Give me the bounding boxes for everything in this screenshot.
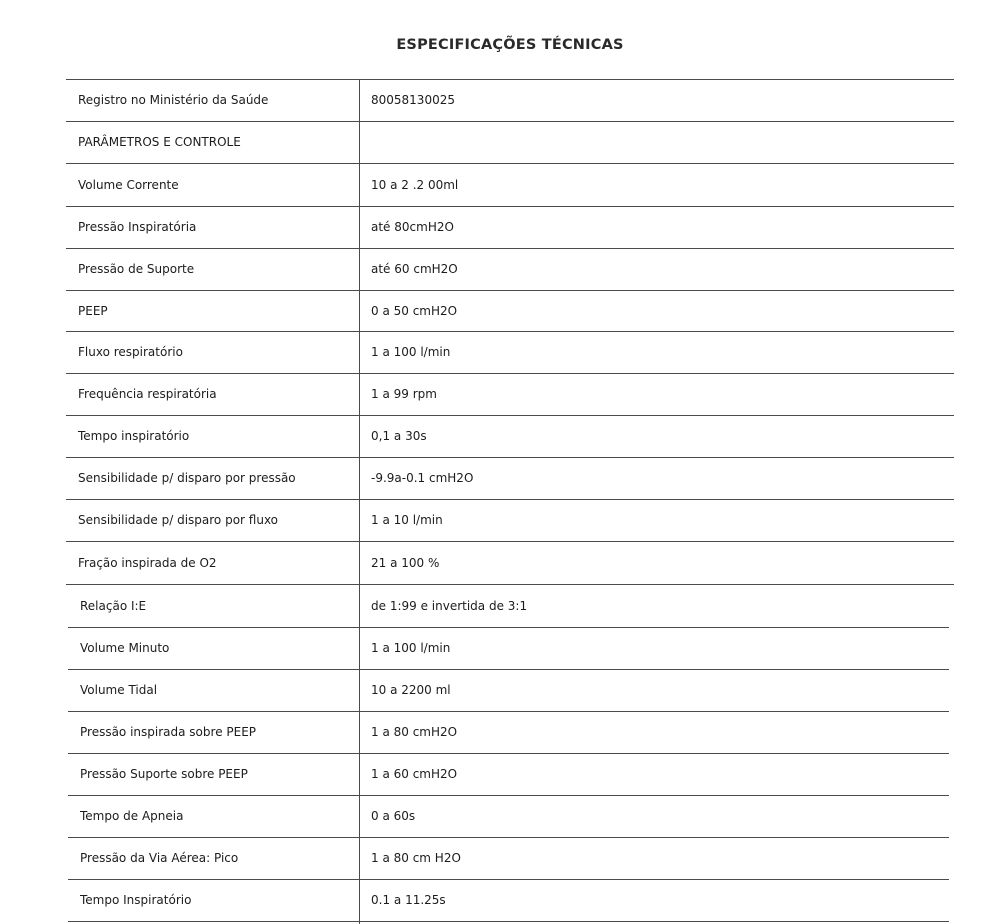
spec-label: Tempo inspiratório xyxy=(78,429,190,443)
spec-value: 1 a 10 l/min xyxy=(371,513,443,527)
spec-value: 0.1 a 11.25s xyxy=(371,893,446,907)
spec-value: 1 a 100 l/min xyxy=(371,641,451,655)
spec-value: 1 a 100 l/min xyxy=(371,345,451,359)
spec-value: 80058130025 xyxy=(371,93,455,107)
spec-value: 0,1 a 30s xyxy=(371,429,427,443)
page-title: ESPECIFICAÇÕES TÉCNICAS xyxy=(396,37,624,53)
spec-label: PEEP xyxy=(78,303,108,318)
spec-value: 1 a 60 cmH2O xyxy=(371,767,458,781)
table-row xyxy=(0,373,999,415)
spec-label: Tempo de Apneia xyxy=(80,809,184,823)
spec-label: Pressão da Via Aérea: Pico xyxy=(80,851,239,865)
spec-value: 10 a 2 .2 00ml xyxy=(371,177,459,192)
spec-label: Pressão inspirada sobre PEEP xyxy=(80,725,257,739)
table-row xyxy=(0,121,999,163)
spec-label: Volume Tidal xyxy=(80,683,158,697)
spec-label: Relação I:E xyxy=(80,598,147,613)
spec-value: 0 a 50 cmH2O xyxy=(371,303,458,318)
table-row xyxy=(0,79,999,121)
spec-label: Pressão Suporte sobre PEEP xyxy=(80,767,248,781)
table-row xyxy=(0,163,999,206)
spec-value: 10 a 2200 ml xyxy=(371,683,451,697)
spec-value: 1 a 80 cm H2O xyxy=(371,851,461,865)
table-row xyxy=(0,584,999,627)
spec-value: 0 a 60s xyxy=(371,809,416,823)
table-row xyxy=(0,499,999,541)
table-row xyxy=(0,837,999,879)
spec-value: até 60 cmH2O xyxy=(371,262,458,276)
table-row xyxy=(0,541,999,584)
spec-label: Volume Corrente xyxy=(78,177,179,192)
spec-label: Fração inspirada de O2 xyxy=(78,555,217,570)
table-row xyxy=(0,711,999,753)
spec-value: até 80cmH2O xyxy=(371,220,454,234)
spec-label: Registro no Ministério da Saúde xyxy=(78,93,269,107)
table-row xyxy=(0,415,999,457)
spec-label: Sensibilidade p/ disparo por pressão xyxy=(78,471,296,485)
table-row xyxy=(0,795,999,837)
table-row xyxy=(0,290,999,331)
spec-value: 1 a 80 cmH2O xyxy=(371,725,458,739)
table-row xyxy=(0,669,999,711)
table-row xyxy=(0,753,999,795)
spec-label: PARÂMETROS E CONTROLE xyxy=(78,135,241,149)
spec-label: Frequência respiratória xyxy=(78,387,217,401)
table-row xyxy=(0,331,999,373)
spec-label: Fluxo respiratório xyxy=(78,345,183,359)
spec-label: Sensibilidade p/ disparo por fluxo xyxy=(78,513,279,527)
table-row xyxy=(0,627,999,669)
spec-label: Pressão Inspiratória xyxy=(78,220,197,234)
table-row xyxy=(0,457,999,499)
table-row xyxy=(0,206,999,248)
spec-label: Tempo Inspiratório xyxy=(80,893,192,907)
spec-label: Pressão de Suporte xyxy=(78,262,195,276)
table-row xyxy=(0,879,999,921)
spec-value: -9.9a-0.1 cmH2O xyxy=(371,471,474,485)
spec-value: de 1:99 e invertida de 3:1 xyxy=(371,598,528,613)
table-row xyxy=(0,248,999,290)
spec-value: 1 a 99 rpm xyxy=(371,387,437,401)
row-divider xyxy=(68,921,949,922)
spec-value: 21 a 100 % xyxy=(371,555,440,570)
spec-label: Volume Minuto xyxy=(80,641,170,655)
